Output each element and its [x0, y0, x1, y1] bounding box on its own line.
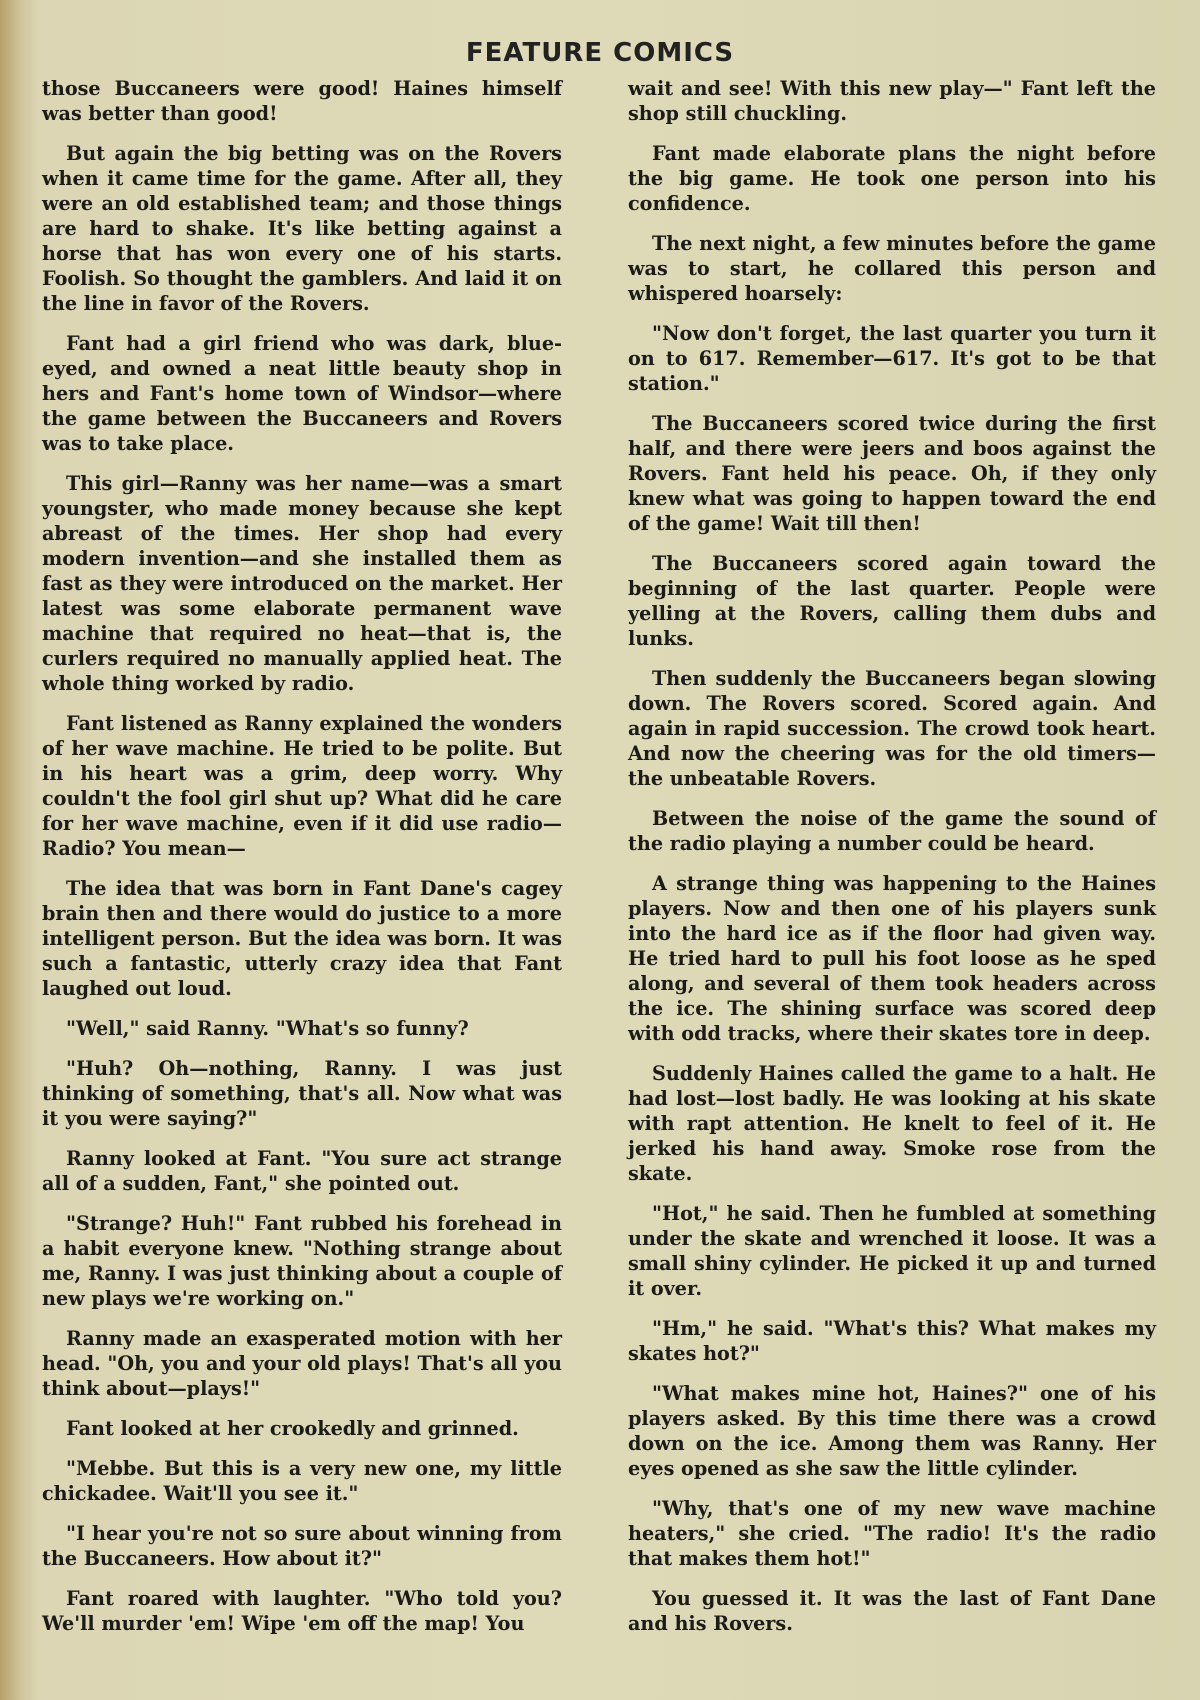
paragraph: Ranny looked at Fant. "You sure act strange all of a sudden, Fant," she pointed out. — [42, 1147, 562, 1195]
paragraph: "Well," said Ranny. "What's so funny? — [66, 1017, 469, 1040]
paragraph: "Hot," he said. Then he fumbled at something under the skate and wrenched it loose. It was a small shiny cylinder. He picked it up and turned it over. — [628, 1202, 1156, 1300]
paragraph: "Huh? Oh—nothing, Ranny. I was just thinking of something, that's all. Now what was it you were saying?" — [42, 1057, 562, 1130]
paragraph: Then suddenly the Buccaneers began slowing down. The Rovers scored. Scored again. And again in rapid succession. The crowd took heart. And now the cheering was for the old timers—the unbeatable Rovers. — [628, 667, 1156, 790]
paragraph: Fant made elaborate plans the night before the big game. He took one person into his confidence. — [628, 142, 1156, 215]
paragraph: "What makes mine hot, Haines?" one of his players asked. By this time there was a crowd down on the ice. Among them was Ranny. Her eyes opened as she saw the little cylinder. — [628, 1382, 1156, 1480]
paragraph: The next night, a few minutes before the game was to start, he collared this person and whispered hoarsely: — [628, 232, 1156, 305]
page-header: FEATURE COMICS — [465, 38, 735, 68]
paragraph: You guessed it. It was the last of Fant Dane and his Rovers. — [628, 1587, 1156, 1635]
paragraph: The Buccaneers scored twice during the first half, and there were jeers and boos against the Rovers. Fant held his peace. Oh, if they only knew what was going to happen toward the end of the game! Wait till then! — [628, 412, 1156, 535]
paragraph: "Strange? Huh!" Fant rubbed his forehead in a habit everyone knew. "Nothing strange about me, Ranny. I was just thinking about a couple of new plays we're working on." — [42, 1212, 562, 1310]
paragraph: Fant looked at her crookedly and grinned. — [66, 1417, 519, 1440]
paragraph: Fant roared with laughter. "Who told you? We'll murder 'em! Wipe 'em off the map! You — [42, 1587, 562, 1635]
left-column — [42, 76, 562, 1651]
paragraph: "I hear you're not so sure about winning from the Buccaneers. How about it?" — [42, 1522, 562, 1570]
right-column — [628, 76, 1156, 1651]
paragraph: A strange thing was happening to the Haines players. Now and then one of his players sunk into the hard ice as if the floor had given way. He tried hard to pull his foot loose as he sped along, and several of them took headers across the ice. The shining surface was scored deep with odd tracks, where their skates tore in deep. — [628, 872, 1156, 1045]
paragraph: "Why, that's one of my new wave machine heaters," she cried. "The radio! It's the radio that makes them hot!" — [628, 1497, 1156, 1570]
paragraph: those Buccaneers were good! Haines himself was better than good! — [42, 77, 562, 125]
paragraph: The idea that was born in Fant Dane's cagey brain then and there would do justice to a more intelligent person. But the idea was born. It was such a fantastic, utterly crazy idea that Fant laughed out loud. — [42, 877, 562, 1000]
paragraph: "Mebbe. But this is a very new one, my little chickadee. Wait'll you see it." — [42, 1457, 562, 1505]
paragraph: The Buccaneers scored again toward the beginning of the last quarter. People were yelling at the Rovers, calling them dubs and lunks. — [628, 552, 1156, 650]
paragraph: Suddenly Haines called the game to a halt. He had lost—lost badly. He was looking at his skate with rapt attention. He knelt to feel of it. He jerked his hand away. Smoke rose from the skate. — [628, 1062, 1156, 1185]
paragraph: "Now don't forget, the last quarter you turn it on to 617. Remember—617. It's got to be that station." — [628, 322, 1156, 395]
paragraph: Between the noise of the game the sound of the radio playing a number could be heard. — [628, 807, 1156, 855]
paragraph: wait and see! With this new play—" Fant left the shop still chuckling. — [628, 77, 1156, 125]
paragraph: Fant had a girl friend who was dark, blue-eyed, and owned a neat little beauty shop in hers and Fant's home town of Windsor—where the game between the Buccaneers and Rovers was to take place. — [42, 332, 562, 455]
paragraph: This girl—Ranny was her name—was a smart youngster, who made money because she kept abreast of the times. Her shop had every modern invention—and she installed them as fast as they were introduced on the market. Her latest was some elaborate permanent wave machine that required no heat—that is, the curlers required no manually applied heat. The whole thing worked by radio. — [42, 472, 562, 695]
paragraph: But again the big betting was on the Rovers when it came time for the game. After all, they were an old established team; and those things are hard to shake. It's like betting against a horse that has won every one of his starts. Foolish. So thought the gamblers. And laid it on the line in favor of the Rovers. — [42, 142, 562, 315]
paragraph: Fant listened as Ranny explained the wonders of her wave machine. He tried to be polite. But in his heart was a grim, deep worry. Why couldn't the fool girl shut up? What did he care for her wave machine, even if it did use radio—Radio? You mean— — [42, 712, 562, 860]
paragraph: "Hm," he said. "What's this? What makes my skates hot?" — [628, 1317, 1156, 1365]
paragraph: Ranny made an exasperated motion with her head. "Oh, you and your old plays! That's all you think about—plays!" — [42, 1327, 562, 1400]
